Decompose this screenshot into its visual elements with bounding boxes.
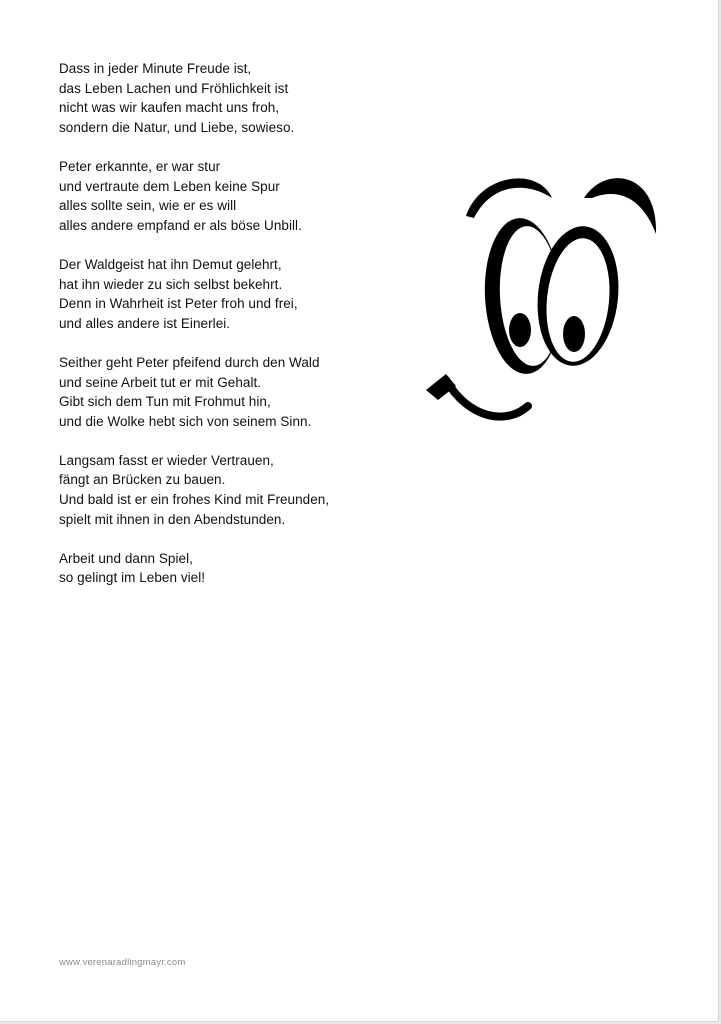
poem-stanza-1 <box>59 59 419 137</box>
website-footer: www.verenaradlingmayr.com <box>59 957 186 968</box>
poem-stanza-6 <box>59 549 419 588</box>
poem-line: spielt mit ihnen in den Abendstunden. <box>59 511 286 527</box>
poem-line: so gelingt im Leben viel! <box>59 570 206 586</box>
poem-line: Dass in jeder Minute Freude ist, <box>59 61 252 76</box>
poem-line: Arbeit und dann Spiel, <box>59 550 193 566</box>
poem-line: Seither geht Peter pfeifend durch den Wald <box>59 354 320 370</box>
poem-line: Langsam fasst er wieder Vertrauen, <box>59 452 274 468</box>
poem-line: und alles andere ist Einerlei. <box>59 315 231 331</box>
smile-icon <box>446 380 528 417</box>
poem-stanza-2 <box>59 157 419 235</box>
poem-line: Und bald ist er ein frohes Kind mit Freunden, <box>59 492 330 508</box>
smiley-face-icon <box>418 168 666 426</box>
poem-stanza-5 <box>59 451 419 529</box>
poem-line: Peter erkannte, er war stur <box>59 158 221 174</box>
poem-line: nicht was wir kaufen macht uns froh, <box>59 100 280 116</box>
left-eyebrow-icon <box>466 178 552 218</box>
poem-stanza-4 <box>59 353 419 431</box>
poem-line: Der Waldgeist hat ihn Demut gelehrt, <box>59 256 282 272</box>
poem <box>59 59 419 588</box>
poem-line: Gibt sich dem Tun mit Frohmut hin, <box>59 394 271 410</box>
poem-line: fängt an Brücken zu bauen. <box>59 472 226 488</box>
poem-line: alles andere empfand er als böse Unbill. <box>59 217 302 233</box>
poem-line: hat ihn wieder zu sich selbst bekehrt. <box>59 276 283 292</box>
poem-line: und seine Arbeit tut er mit Gehalt. <box>59 374 262 390</box>
poem-line: das Leben Lachen und Fröhlichkeit ist <box>59 80 289 96</box>
poem-stanza-3 <box>59 255 419 333</box>
poem-line: Denn in Wahrheit ist Peter froh und frei, <box>59 296 298 312</box>
right-eyebrow-icon <box>584 178 656 234</box>
poem-line: alles sollte sein, wie er es will <box>59 198 237 214</box>
poem-line: und vertraute dem Leben keine Spur <box>59 178 280 194</box>
smile-dimple-icon <box>426 374 456 400</box>
poem-line: und die Wolke hebt sich von seinem Sinn. <box>59 413 312 429</box>
poem-line: sondern die Natur, und Liebe, sowieso. <box>59 119 295 135</box>
